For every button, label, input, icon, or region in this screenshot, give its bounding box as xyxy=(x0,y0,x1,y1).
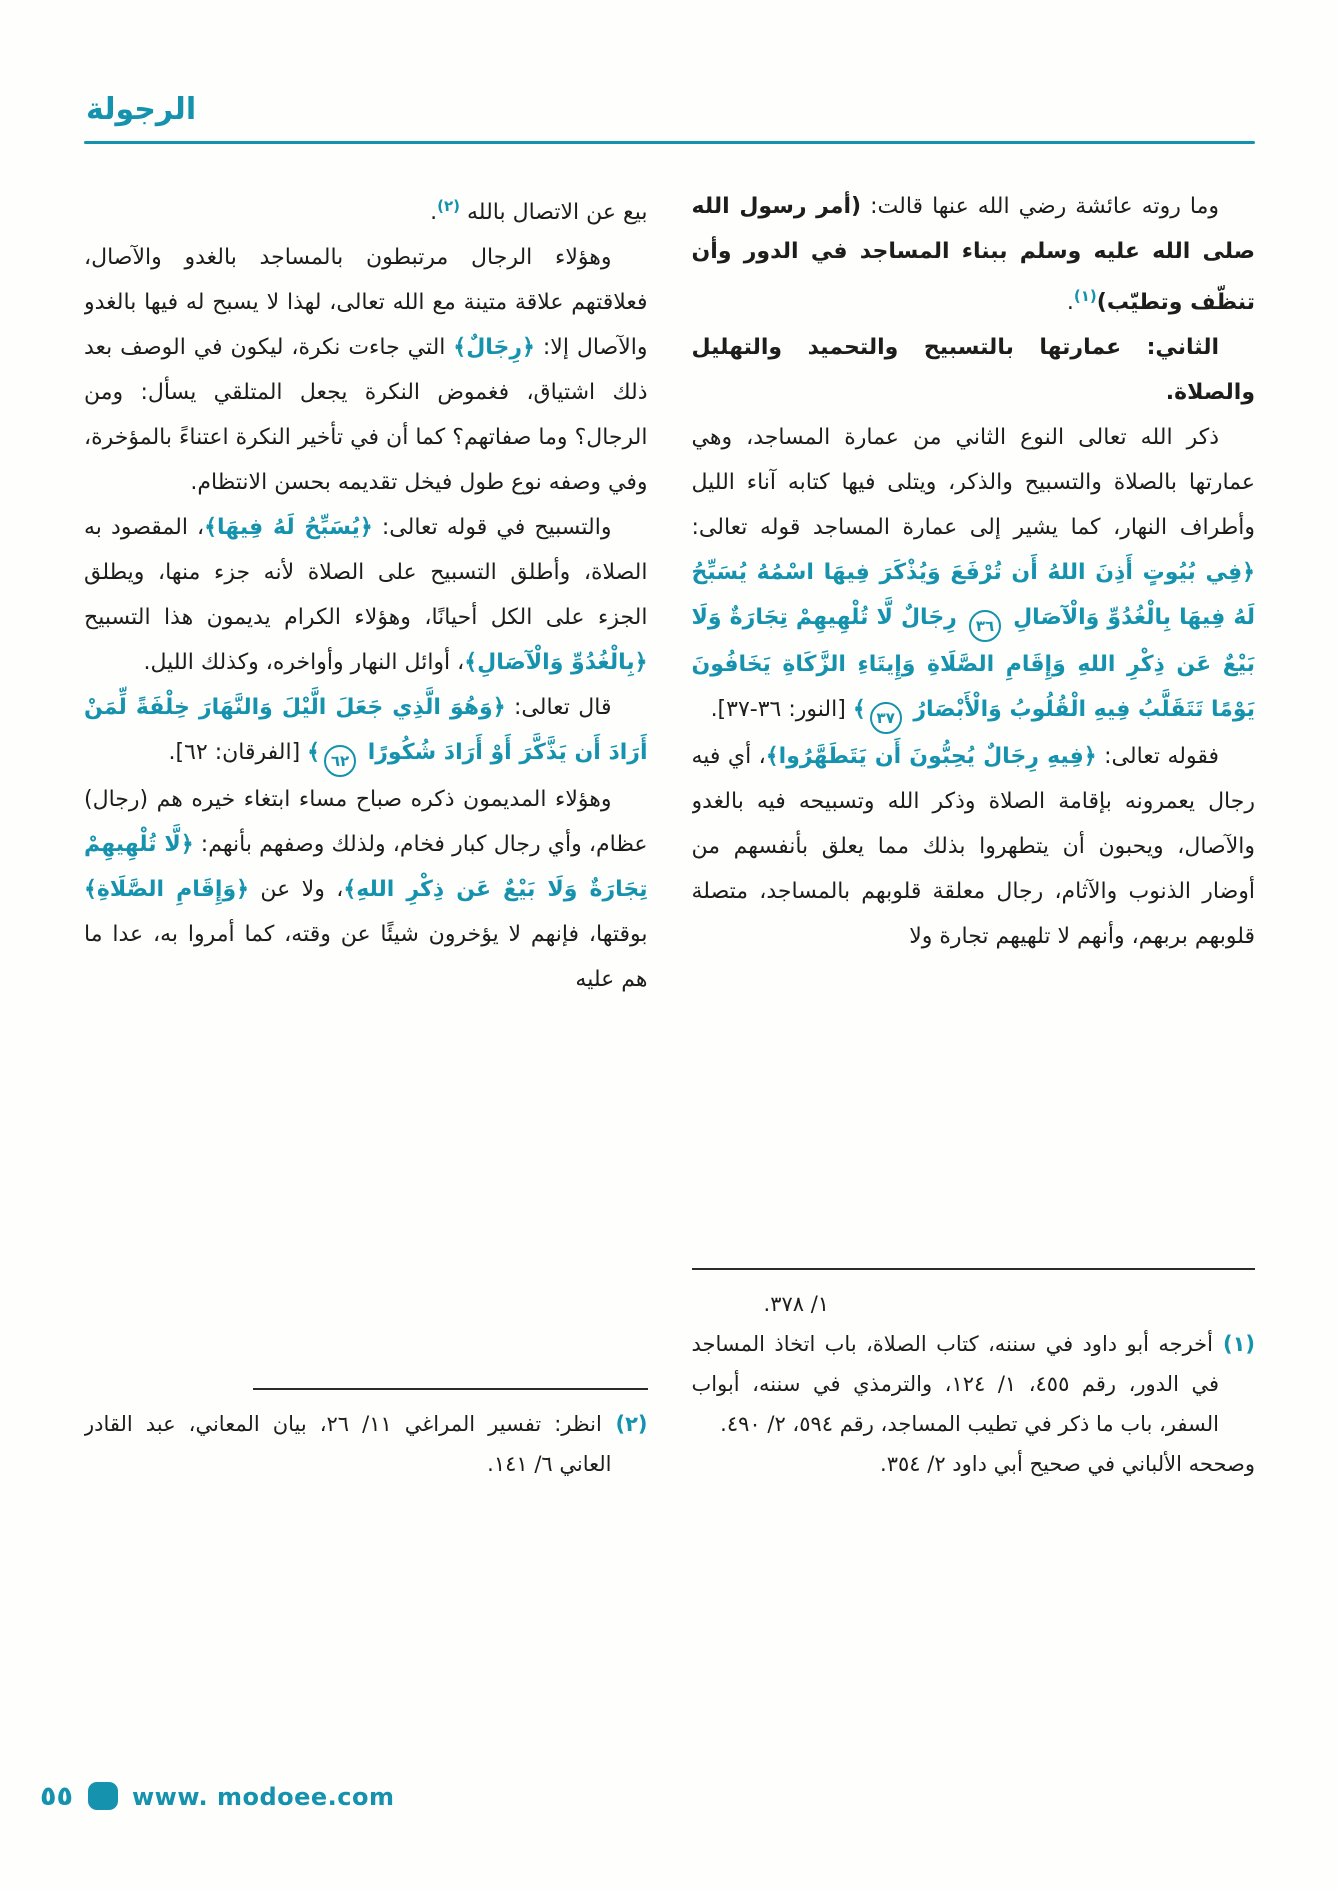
footnote-list xyxy=(84,1404,648,1484)
paragraph xyxy=(84,505,648,685)
text-segment: بوقتها، فإنهم لا يؤخرون شيئًا عن وقته، كما أمروا به، عدا ما هم عليه xyxy=(84,922,648,992)
paragraph xyxy=(692,734,1256,959)
quran-quote: ﴿فِيهِ رِجَالٌ يُحِبُّونَ أَن يَتَطَهَّرُوا﴾ xyxy=(765,744,1097,769)
column-left-footnotes xyxy=(84,1388,648,1484)
paragraph xyxy=(84,235,648,505)
header-rule xyxy=(84,141,1255,144)
quran-quote: رِجَالٌ لَّا تُلْهِيهِمْ تِجَارَةٌ وَلَا بَيْعٌ عَن ذِكْرِ اللهِ وَإِقَامِ الصَّلَاةِ وَإِيتَاءِ الزَّكَاةِ يَخَافُونَ يَوْمًا تَتَقَلَّبُ فِيهِ الْقُلُوبُ وَالْأَبْصَارُ xyxy=(691,605,1255,722)
quran-quote: ﴾ xyxy=(307,740,321,765)
text-segment: التي جاءت نكرة، ليكون في الوصف بعد ذلك اشتياق، فغموض النكرة يجعل المتلقي يسأل: ومن الرجال؟ وما صفاتهم؟ كما أن في تأخير النكرة اعتناءً بالمؤخرة، وفي وصفه نوع طول فيخل تقديمه بحسن الانتظام. xyxy=(84,335,648,495)
text-segment: . xyxy=(430,200,438,225)
text-segment: ، ولا عن xyxy=(249,877,344,902)
website-url: www. modoee.com xyxy=(132,1783,395,1811)
text-segment: ذكر الله تعالى النوع الثاني من عمارة المساجد، وهي عمارتها بالصلاة والتسبيح والذكر، ويتلى فيها كتابه آناء الليل وأطراف النهار، كما يشير إلى عمارة المساجد قوله تعالى: xyxy=(691,425,1255,540)
quran-quote: ﴾ xyxy=(852,697,866,722)
text-segment: ، المقصود به الصلاة، وأطلق التسبيح على الصلاة لأنه جزء منها، ويطلق الجزء على الكل أحيانًا، وهؤلاء الكرام يديمون هذا التسبيح xyxy=(84,515,648,630)
quran-quote: ﴿بِالْغُدُوِّ وَالْآصَالِ﴾ xyxy=(464,650,648,675)
footer-ornament xyxy=(88,1782,118,1810)
column-right xyxy=(692,184,1256,1484)
page-footer xyxy=(0,1776,1339,1812)
paragraph xyxy=(692,184,1256,325)
footnote-item xyxy=(692,1444,1256,1484)
text-segment: ، أي فيه رجال يعمرونه بإقامة الصلاة وذكر الله وتسبيحه فيه بالغدو والآصال، ويحبون أن يتطهروا بذلك مما يعلق بأنفسهم من أوضار الذنوب والآثام، رجال معلقة قلوبهم بالمساجد، متصلة قلوبهم بربهم، وأنهم لا تلهيهم تجارة ولا xyxy=(691,744,1255,949)
text-segment: ، أوائل النهار وأواخره، وكذلك الليل. xyxy=(143,650,465,675)
footnote-marker: (١) xyxy=(1073,287,1097,305)
footnote-marker: (١) xyxy=(1212,1332,1255,1356)
text-segment: . xyxy=(1066,290,1074,315)
text-segment: بيع عن الاتصال بالله xyxy=(460,200,648,225)
footnote-list xyxy=(692,1324,1256,1484)
page-number: ٥٥ xyxy=(40,1781,73,1812)
quran-quote: ﴿وَإِقَامِ الصَّلَاةِ﴾ xyxy=(84,877,250,902)
footnote-marker: (٢) xyxy=(437,197,461,215)
text-segment: فقوله تعالى: xyxy=(1096,744,1219,769)
text-segment: قال تعالى: xyxy=(505,695,612,720)
footnote-item xyxy=(692,1324,1256,1444)
text-segment: والتسبيح في قوله تعالى: xyxy=(372,515,612,540)
quran-quote: ﴿يُسَبِّحُ لَهُ فِيهَا﴾ xyxy=(204,515,373,540)
text-segment: وصححه الألباني في صحيح أبي داود ٢/ ٣٥٤. xyxy=(880,1452,1255,1476)
quran-quote: ﴿رِجَالٌ﴾ xyxy=(453,335,535,360)
text-segment: أخرجه أبو داود في سننه، كتاب الصلاة، باب اتخاذ المساجد في الدور، رقم ٤٥٥، ١/ ١٢٤، والترمذي في سننه، أبواب السفر، باب ما ذكر في تطيب المساجد، رقم ٥٩٤، ٢/ ٤٩٠. xyxy=(691,1332,1219,1436)
ayah-number-medallion: ٣٦ xyxy=(969,610,1001,642)
quran-quote: ﴿لَّا تُلْهِيهِمْ تِجَارَةٌ وَلَا بَيْعٌ عَن ذِكْرِ اللهِ﴾ xyxy=(84,832,648,902)
paragraph xyxy=(692,325,1256,415)
quran-quote: ﴿فِي بُيُوتٍ أَذِنَ اللهُ أَن تُرْفَعَ وَيُذْكَرَ فِيهَا اسْمُهُ يُسَبِّحُ لَهُ فِيهَا بِالْغُدُوِّ وَالْآصَالِ xyxy=(691,560,1255,630)
paragraph xyxy=(692,415,1256,734)
bold-text-segment: (أمر رسول الله صلى الله عليه وسلم ببناء المساجد في الدور وأن تنظّف وتطيّب) xyxy=(691,194,1255,315)
paragraph xyxy=(84,184,648,235)
text-segment: وما روته عائشة رضي الله عنها قالت: xyxy=(861,194,1219,219)
text-segment: وهؤلاء الرجال مرتبطون بالمساجد بالغدو والآصال، فعلاقتهم علاقة متينة مع الله تعالى، لهذا لا يسبح له فيها بالغدو والآصال إلا: xyxy=(84,245,648,360)
text-segment: وهؤلاء المديمون ذكره صباح مساء ابتغاء خيره هم (رجال) عظام، وأي رجال كبار فخام، ولذلك وصفهم بأنهم: xyxy=(84,787,648,857)
ayah-number-medallion: ٦٢ xyxy=(324,745,356,777)
paragraph xyxy=(84,777,648,1002)
quran-quote: ﴿وَهُوَ الَّذِي جَعَلَ الَّيْلَ وَالنَّهَارَ خِلْفَةً لِّمَنْ أَرَادَ أَن يَذَّكَّرَ أَوْ أَرَادَ شُكُورًا xyxy=(84,695,648,765)
column-left-body xyxy=(84,184,648,1002)
chapter-running-title: الرجولة xyxy=(86,92,197,127)
footnote-separator xyxy=(692,1268,1256,1270)
bold-text-segment: الثاني: عمارتها بالتسبيح والتحميد والتهليل والصلاة. xyxy=(691,335,1255,405)
text-segment: انظر: تفسير المراغي ١١/ ٢٦، بيان المعاني، عبد القادر العاني ٦/ ١٤١. xyxy=(84,1412,612,1476)
text-segment: [الفرقان: ٦٢]. xyxy=(168,740,308,765)
column-right-body xyxy=(692,184,1256,959)
footnote-continued: ١/ ٣٧٨. xyxy=(763,1292,830,1316)
column-right-footnotes xyxy=(692,1268,1256,1484)
column-left xyxy=(84,184,648,1484)
footnote-item xyxy=(84,1404,648,1484)
ayah-number-medallion: ٣٧ xyxy=(870,702,902,734)
footnote-separator xyxy=(253,1388,647,1390)
paragraph xyxy=(84,685,648,777)
text-columns xyxy=(84,184,1255,1484)
footnote-marker: (٢) xyxy=(601,1412,648,1436)
text-segment: [النور: ٣٦-٣٧]. xyxy=(710,697,853,722)
